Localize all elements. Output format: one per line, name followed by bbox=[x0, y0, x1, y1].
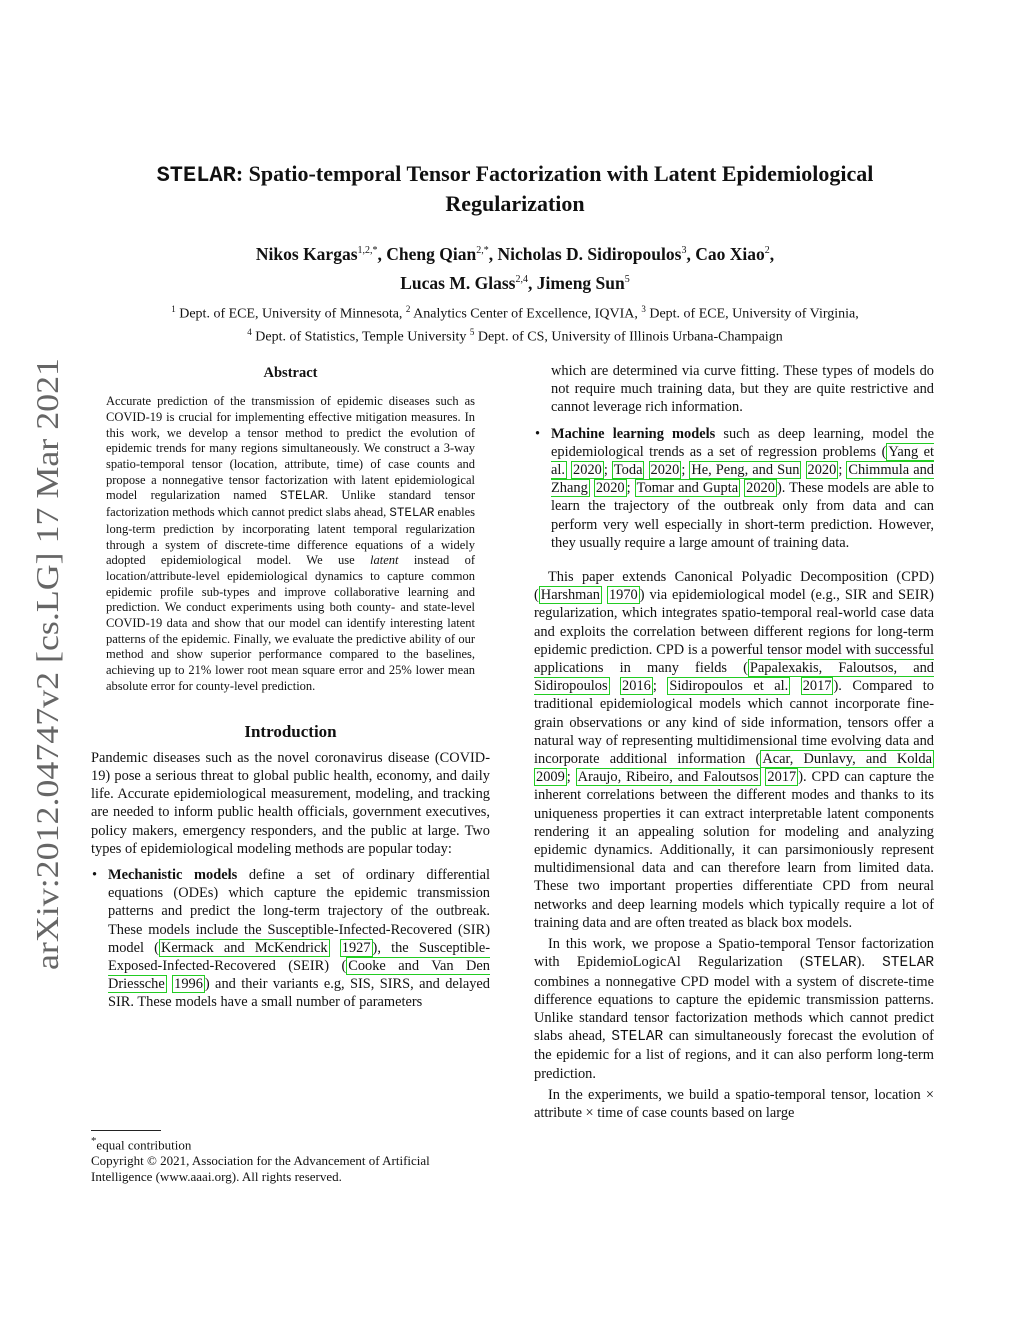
abstract-heading: Abstract bbox=[263, 365, 318, 381]
footnote-equal-contribution bbox=[91, 1133, 490, 1153]
affil-sup: 3 bbox=[641, 303, 646, 314]
affiliations-line-1 bbox=[100, 300, 930, 324]
bullet-text: Machine learning models such as deep learning, model the epidemiological trends as a set of regression problems ( Yang et al. 2020 ; Toda 2020 ; He, Peng, and Sun 2020 ; Chimmula and Zhang 2020 ; Tomar and Gupta 2020 ). These models are able to learn the trajectory of the outbreak only from data and can perform very well especially in short-term prediction. However, they usually require a large amount of training data. bbox=[551, 425, 934, 551]
citation-link[interactable]: 2009 bbox=[536, 769, 565, 786]
affil-sup: 1 bbox=[171, 303, 176, 314]
citation-link[interactable]: 2016 bbox=[622, 678, 651, 695]
abstract-method-name: STELAR bbox=[389, 506, 435, 521]
arxiv-stamp-text: arXiv:2012.04747v2 [cs.LG] 17 Mar 2021 bbox=[30, 432, 65, 970]
author-name: Nicholas D. Sidiropoulos bbox=[497, 243, 682, 264]
affiliations-line-2 bbox=[100, 323, 930, 347]
author-sup: 3 bbox=[681, 245, 687, 256]
bullet-dot-icon: • bbox=[92, 866, 98, 883]
citation-link[interactable]: 2020 bbox=[595, 480, 625, 497]
bullet-text bbox=[108, 866, 490, 1012]
paragraph-part: ). Compared to traditional epidemiological models which cannot incorporate fine-grain observations or any kind of side information, tensors offer a natural way of representing multidimensional time evolving data and incorporate additional information ( bbox=[534, 678, 934, 768]
citation-link[interactable]: 2020 bbox=[573, 462, 602, 479]
citation-link[interactable]: Acar, Dunlavy, and Kolda bbox=[762, 751, 932, 768]
paragraph-part: This paper extends Canonical Polyadic Decomposition (CPD) ( bbox=[534, 569, 934, 604]
citation-link[interactable]: Kermack and McKendrick bbox=[160, 939, 328, 956]
abstract-part: Accurate prediction of the transmission of epidemic diseases such as COVID-19 is crucial for implementing effective mitigation measures. In this work, we develop a tensor method to predict the evolution of epidemic trends for many regions simultaneously. We construct a 3-way spatio-temporal tensor (location, attribute, time) of case counts and propose a nonnegative tensor factorization with latent epidemiological model regularization named bbox=[106, 394, 475, 503]
intro-paragraph: Pandemic diseases such as the novel coronavirus disease (COVID-19) pose a serious threat to global public health, economy, and daily life. Accurate epidemiological measurement, modeling, and tracking are needed to inform public health officials, government executives, policy makers, emergency responders, and the public at large. Two types of epidemiological modeling methods are popular today: bbox=[91, 749, 490, 857]
tensor-math: location × attribute × time bbox=[534, 1086, 934, 1121]
paragraph-part: ) via epidemiological model (e.g., SIR and SEIR) regularization, which integrates spatio-temporal real-world case data and exploits the correlation between different regions for long-term epidemic prediction. CPD is a powerful tensor model with successful applications in many fields ( bbox=[534, 587, 934, 677]
citation-link[interactable]: Yang et al. bbox=[551, 443, 934, 479]
paragraph-part: ). CPD can capture the inherent correlations between the different modes and thanks to its uniqueness properties it can extract interpretable latent components rendering it an appealing solution for modeling and analyzing epidemic dynamics. Additionally, it can parsimoniously represent multidimensional data and can therefore learn from limited data. These two important properties differentiate CPD from neural networks and deep learning models which typically require a lot of training data and are often treated as black box models. bbox=[534, 769, 934, 931]
left-column bbox=[91, 362, 490, 1020]
title-rest: : Spatio-temporal Tensor Factorization with Latent Epidemiological Regularization bbox=[235, 161, 874, 216]
copyright-notice: Copyright © 2021, Association for the Advancement of Artificial Intelligence (www.aaai.org). All rights reserved. bbox=[91, 1153, 430, 1185]
citation-link[interactable]: 1996 bbox=[174, 976, 203, 993]
author-sup: 2 bbox=[764, 245, 770, 256]
footnote bbox=[91, 1130, 490, 1185]
paragraph-part: of case counts based on large bbox=[622, 1104, 795, 1121]
paragraph-part: In this work, we propose a Spatio-temporal Tensor factorization with EpidemioLogicAl Regularization ( bbox=[534, 936, 934, 971]
citation-link[interactable]: 1970 bbox=[608, 587, 638, 604]
arxiv-stamp-svg bbox=[18, 355, 68, 970]
authors-line-1: Nikos Kargas$^{1,2,*}$, Cheng Qian$^{2,*}$, Nicholas D. Sidiropoulos$^3$, Cao Xiao$^2$, bbox=[255, 243, 775, 264]
citation-link[interactable]: He, Peng, and Sun bbox=[691, 462, 800, 479]
citation-link[interactable]: Papalexakis, Faloutsos, and Sidiropoulos bbox=[534, 660, 935, 695]
bullet-part: such as deep learning, model the epidemiological trends as a set of regression problems ( bbox=[551, 425, 934, 460]
paragraph-part: can simultaneously forecast the evolution of the epidemic for a list of regions, and it can also perform long-term prediction. bbox=[534, 1028, 934, 1082]
author-sup: 2,4 bbox=[515, 273, 528, 285]
title-block bbox=[100, 160, 930, 347]
footnote-rule bbox=[91, 1130, 161, 1131]
citation-link[interactable]: Sidiropoulos et al. bbox=[669, 678, 789, 695]
affil-text: Dept. of ECE, University of Virginia, bbox=[645, 306, 859, 322]
author-sup: 2,* bbox=[476, 245, 489, 256]
affil-sup: 4 bbox=[247, 327, 252, 338]
citation-link[interactable]: 2020 bbox=[650, 462, 680, 479]
author-name: Cao Xiao bbox=[695, 243, 765, 264]
bullet-part: define a set of ordinary differential equations (ODEs) which capture the epidemic transmission patterns and predict the long-term trajectory of the outbreak. These models include the Susceptible-Infected-Recovered (SIR) model ( bbox=[108, 866, 490, 956]
abstract-part: enables long-term prediction by incorporating latent temporal regularization through a system of discrete-time difference equations of a widely adopted epidemiological model. We use bbox=[106, 505, 475, 568]
title-prefix: STELAR bbox=[156, 163, 236, 188]
paragraph-part: ). bbox=[856, 954, 883, 971]
authors bbox=[100, 238, 930, 296]
affil-text: Dept. of ECE, University of Minnesota, bbox=[175, 306, 406, 322]
citation-link[interactable]: 2017 bbox=[767, 769, 797, 786]
introduction-heading: Introduction bbox=[244, 721, 337, 741]
affil-sup: 5 bbox=[469, 327, 475, 338]
affil-text: Analytics Center of Excellence, IQVIA, bbox=[410, 306, 642, 322]
paper-title bbox=[100, 160, 930, 218]
bullet-bold: Mechanistic models bbox=[108, 866, 238, 883]
authors-line-2: Lucas M. Glass$^{2,4}$, Jimeng Sun$^5$ bbox=[400, 272, 630, 293]
author-name: Cheng Qian bbox=[386, 243, 477, 264]
method-name: STELAR bbox=[882, 955, 934, 972]
bullet-machine-learning-models bbox=[534, 425, 934, 552]
abstract-text bbox=[106, 394, 475, 694]
affiliations bbox=[100, 300, 930, 347]
arxiv-stamp bbox=[18, 355, 68, 970]
footnote-equal-text: equal contribution bbox=[96, 1137, 192, 1153]
method-name: STELAR bbox=[804, 955, 857, 972]
paragraph-part: combines a nonnegative CPD model with a system of discrete-time difference equations to capture the epidemic transmission patterns. Unlike standard tensor factorization methods which cannot predict slabs ahead, bbox=[534, 973, 934, 1045]
citation-link[interactable]: 1927 bbox=[341, 939, 371, 956]
bullet-dot-icon: • bbox=[535, 425, 541, 442]
author-sup: 1,2,* bbox=[357, 245, 378, 256]
citation-link[interactable]: 2017 bbox=[802, 678, 832, 695]
body-paragraph-cpd: This paper extends Canonical Polyadic Decomposition (CPD) ( Harshman 1970 ) via epidemiological model (e.g., SIR and SEIR) regularization, which integrates spatio-temporal real-world case data and exploits the correlation between different regions for long-term epidemic prediction. CPD is a powerful tensor model with successful applications in many fields ( Papalexakis, Faloutsos, and Sidiropoulos 2016 ; Sidiropoulos et al. 2017 ). Compared to traditional epidemiological models which cannot incorporate fine-grain observations or any kind of side information, tensors offer a natural way of representing multidimensional time evolving data and incorporate additional information ( Acar, Dunlavy, and Kolda 2009 ; Araujo, Ribeiro, and Faloutsos 2017 ). CPD can capture the inherent correlations between the different modes and thanks to its uniqueness properties it can extract interpretable latent components rendering it an appealing solution for modeling and analyzing epidemic dynamics. Additionally, it can parsimoniously represent multidimensional data and can therefore learn from limited data. These two important properties differentiate CPD from neural networks and deep learning models which typically require a lot of training data and are often treated as black box models. bbox=[534, 569, 935, 931]
author-name: Nikos Kargas bbox=[255, 243, 358, 264]
body-paragraph-experiments bbox=[534, 1086, 934, 1122]
citation-link[interactable]: 2020 bbox=[746, 480, 775, 497]
abstract-emphasis: latent bbox=[370, 553, 399, 568]
affil-sup: 2 bbox=[405, 303, 411, 314]
abstract-method-name: STELAR bbox=[279, 489, 325, 504]
affil-text: Dept. of CS, University of Illinois Urbana-Champaign bbox=[474, 329, 783, 345]
footnote-marker: * bbox=[91, 1135, 97, 1147]
abstract-part: instead of location/attribute-level epidemiological dynamics to capture common epidemic profile sub-types and improve collaborative learning and prediction. We conduct experiments using both county- and state-level COVID-19 data and show that our model can identify interesting latent patterns of the epidemic. Finally, we evaluate the predictive ability of our method and show superior performance compared to the baselines, achieving up to 21% lower root mean square error and 25% lower mean absolute error for county-level prediction. bbox=[106, 553, 476, 693]
author-sup: 5 bbox=[624, 273, 630, 285]
bullet-part: ). These models are able to learn the trajectory of the outbreak only from data and can perform very well especially in short-term prediction. However, they usually require a large amount of training data. bbox=[551, 480, 934, 551]
bullet-mechanistic-continued bbox=[534, 362, 934, 417]
citation-link[interactable]: 2020 bbox=[807, 462, 837, 479]
author-name: Jimeng Sun bbox=[536, 272, 625, 293]
body-paragraph-stelar bbox=[534, 935, 934, 1083]
bullet-continued-text: which are determined via curve fitting. These types of models do not require much training data, but they are quite restrictive and cannot leverage rich information. bbox=[551, 363, 934, 416]
bullet-bold: Machine learning models bbox=[551, 425, 716, 442]
affil-text: Dept. of Statistics, Temple University bbox=[251, 329, 470, 345]
right-column bbox=[534, 362, 934, 1122]
paragraph-part: In the experiments, we build a spatio-temporal tensor, bbox=[548, 1086, 875, 1103]
bullet-mechanistic-models bbox=[91, 866, 490, 1012]
author-name: Lucas M. Glass bbox=[400, 272, 516, 293]
bullet-part: ) and their variants e.g, SIS, SIRS, and delayed SIR. These models have a small number of parameters bbox=[108, 976, 490, 1011]
bullet-part: ), the Susceptible-Exposed-Infected-Recovered (SEIR) ( bbox=[108, 939, 490, 974]
citation-link[interactable]: Chimmula and Zhang bbox=[551, 462, 934, 497]
citation-link[interactable]: Tomar and Gupta bbox=[636, 480, 739, 497]
abstract-part: . Unlike standard tensor factorization methods which cannot predict slabs ahead, bbox=[106, 488, 475, 520]
citation-link[interactable]: Cooke and Van Den Driessche bbox=[108, 958, 490, 993]
citation-link[interactable]: Araujo, Ribeiro, and Faloutsos bbox=[577, 769, 759, 786]
method-name: STELAR bbox=[611, 1029, 664, 1046]
citation-link[interactable]: Toda bbox=[613, 462, 643, 479]
citation-link[interactable]: Harshman bbox=[540, 587, 600, 604]
